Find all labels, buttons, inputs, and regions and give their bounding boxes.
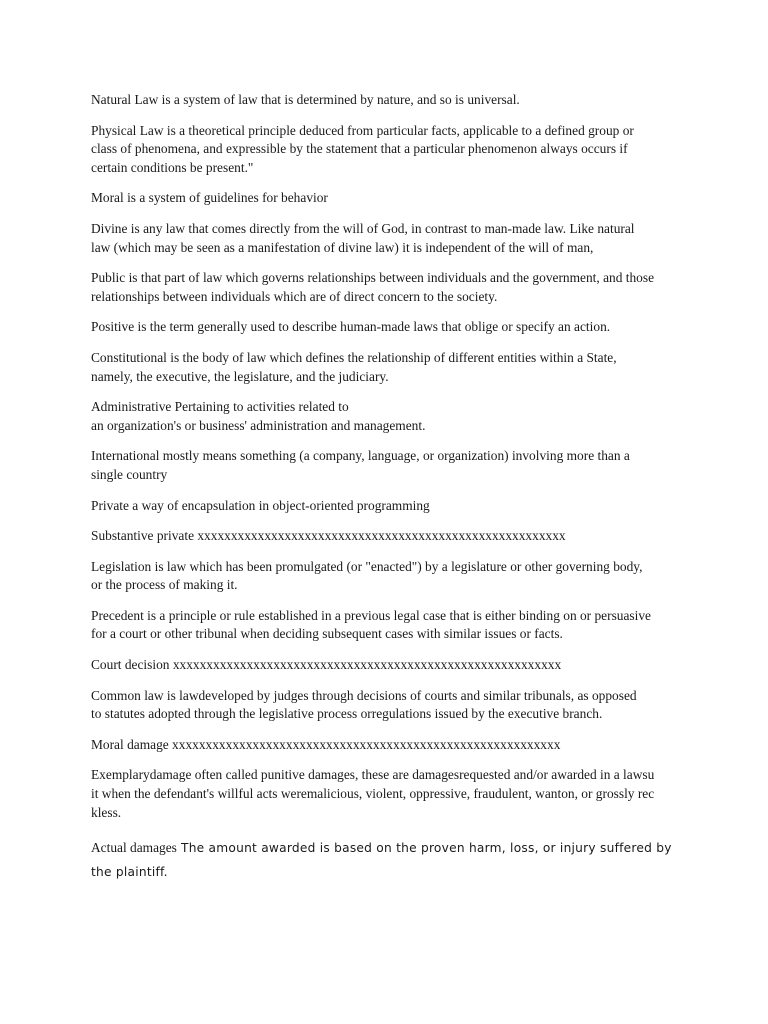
paragraph-international: International mostly means something (a company, language, or organization) involving more than a single country xyxy=(91,448,630,482)
document-body xyxy=(91,91,691,896)
actual-damages-term: Actual damages xyxy=(91,840,177,856)
paragraph-substantive-private: Substantive private xxxxxxxxxxxxxxxxxxxxxxxxxxxxxxxxxxxxxxxxxxxxxxxxxxxxxxx xyxy=(91,528,566,544)
paragraph-exemplary-damage: Exemplarydamage often called punitive damages, these are damagesrequested and/or awarded in a lawsu it when the defendant's willful acts weremalicious, violent, oppressive, fraudulent, wanton, or grossly rec kless. xyxy=(91,767,655,820)
paragraph-constitutional: Constitutional is the body of law which defines the relationship of different entities within a State, namely, the executive, the legislature, and the judiciary. xyxy=(91,349,617,384)
actual-damages-definition: The amount awarded is based on the proven harm, loss, or injury suffered by the plaintiff. xyxy=(91,841,672,880)
paragraph-precedent: Precedent is a principle or rule established in a previous legal case that is either binding on or persuasive for a court or other tribunal when deciding subsequent cases with similar issues or facts. xyxy=(91,607,652,642)
paragraph-physical-law: Physical Law is a theoretical principle deduced from particular facts, applicable to a defined group or class of phenomena, and expressible by the statement that a particular phenomenon always occurs if certain conditions be present." xyxy=(91,122,634,175)
paragraph-court-decision: Court decision xxxxxxxxxxxxxxxxxxxxxxxxxxxxxxxxxxxxxxxxxxxxxxxxxxxxxxxxxx xyxy=(91,657,562,673)
paragraph-divine: Divine is any law that comes directly from the will of God, in contrast to man-made law. Like natural law (which may be seen as a manifestation of divine law) it is independent of the will of man, xyxy=(91,220,635,255)
paragraph-private: Private a way of encapsulation in object-oriented programming xyxy=(91,497,430,513)
paragraph-common-law: Common law is lawdeveloped by judges through decisions of courts and similar tribunals, as opposed to statutes adopted through the legislative process orregulations issued by the executive branch. xyxy=(91,687,637,722)
paragraph-administrative: Administrative Pertaining to activities related to an organization's or business' administration and management. xyxy=(91,399,426,433)
paragraph-legislation: Legislation is law which has been promulgated (or "enacted") by a legislature or other governing body, or the process of making it. xyxy=(91,558,643,593)
paragraph-public: Public is that part of law which governs relationships between individuals and the government, and those relationships between individuals which are of direct concern to the society. xyxy=(91,270,655,304)
paragraph-moral: Moral is a system of guidelines for behavior xyxy=(91,190,328,206)
paragraph-actual-damages xyxy=(91,836,691,884)
paragraph-natural-law: Natural Law is a system of law that is determined by nature, and so is universal. xyxy=(91,92,520,107)
paragraph-moral-damage: Moral damage xxxxxxxxxxxxxxxxxxxxxxxxxxxxxxxxxxxxxxxxxxxxxxxxxxxxxxxxxx xyxy=(91,736,561,752)
paragraph-positive: Positive is the term generally used to describe human-made laws that oblige or specify an action. xyxy=(91,319,611,335)
